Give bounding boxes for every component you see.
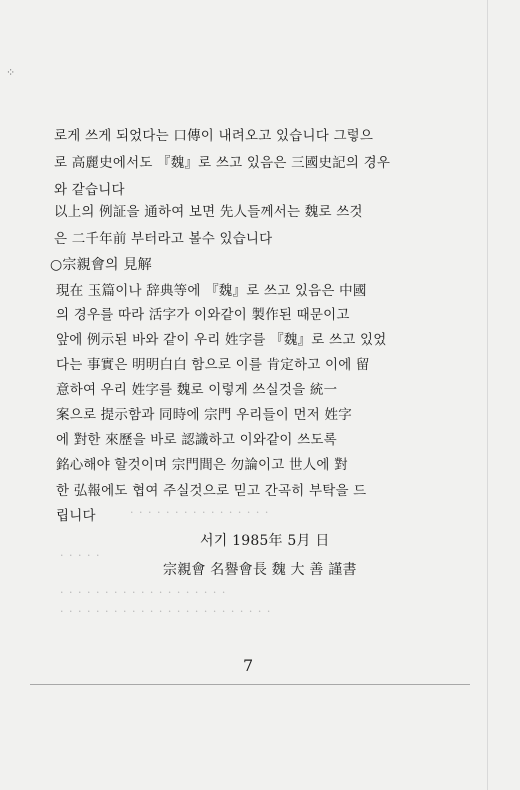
text-line: 다는 事實은 明明白白 함으로 이를 肯定하고 이에 留 [56, 357, 370, 373]
text-line: 한 弘報에도 협여 주실것으로 믿고 간곡히 부탁을 드 [56, 483, 367, 499]
text-line: 의 경우를 따라 活字가 이와같이 製作된 때문이고 [56, 307, 350, 323]
text-line: 로 高麗史에서도 『魏』로 쓰고 있음은 三國史記의 경우 [54, 155, 391, 171]
bleed-through-text: · · · · · [60, 549, 101, 562]
bleed-through-text: · · · · · · · · · · · · · · · · · · · [60, 586, 227, 599]
text-line: 립니다 [56, 508, 96, 524]
bleed-through-text: · · · · · · · · · · · · · · · · [130, 506, 270, 519]
bleed-through-text: · · · · · · · · · · · · · · · · · · · · · · · · [60, 605, 272, 618]
signature-line: 宗親會 名譽會長 魏 大 善 謹書 [163, 562, 357, 578]
text-line: 銘心해야 할것이며 宗門間은 勿論이고 世人에 對 [56, 457, 348, 473]
text-line: 앞에 例示된 바와 같이 우리 姓字를 『魏』로 쓰고 있었 [56, 332, 387, 348]
section-heading: ○宗親會의 見解 [50, 257, 152, 273]
page-number: 7 [243, 656, 254, 675]
date-line: 서기 1985年 5月 日 [200, 533, 330, 549]
bottom-rule [30, 684, 470, 685]
text-line: 은 二千年前 부터라고 볼수 있습니다 [54, 231, 273, 247]
edge-mark: ⁘ [6, 66, 16, 79]
text-line: 以上의 例証을 通하여 보면 先人들께서는 魏로 쓰것 [54, 204, 363, 220]
text-line: 現在 玉篇이나 辞典等에 『魏』로 쓰고 있음은 中國 [56, 283, 367, 299]
text-line: 와 같습니다 [54, 182, 125, 198]
page-fold-line [487, 0, 488, 790]
text-line: 意하여 우리 姓字를 魏로 이렇게 쓰실것을 統一 [56, 382, 338, 398]
text-line: 로게 쓰게 되었다는 口傳이 내려오고 있습니다 그렇으 [54, 128, 374, 144]
text-line: 에 對한 來歷을 바로 認識하고 이와같이 쓰도록 [56, 432, 337, 448]
text-line: 案으로 提示함과 同時에 宗門 우리들이 먼저 姓字 [56, 407, 352, 423]
